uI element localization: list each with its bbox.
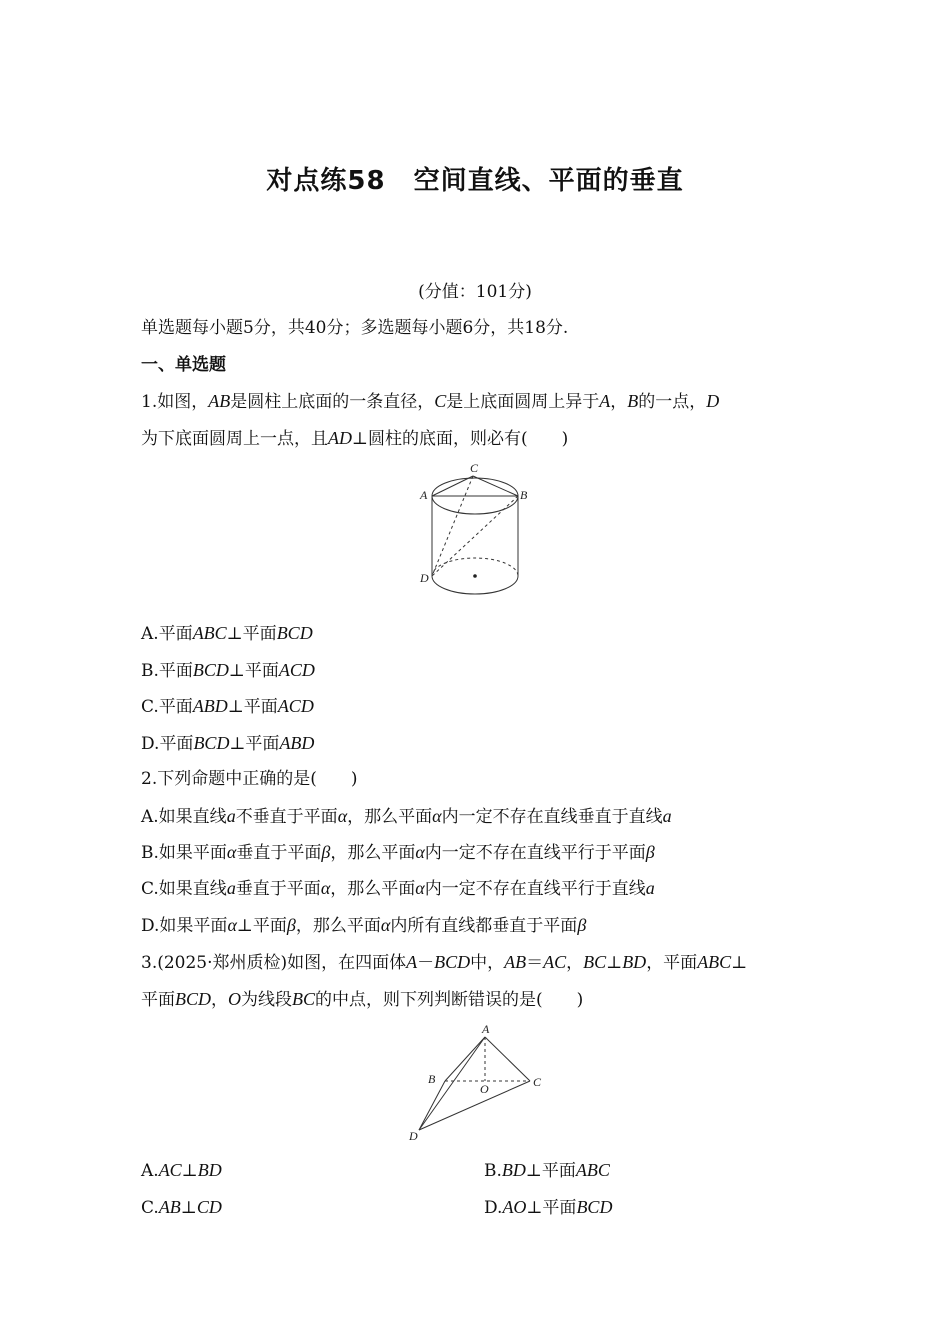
tetrahedron-figure (402, 1020, 552, 1145)
section-heading: 一、单选题 (141, 355, 226, 375)
q1-stem-line1: 1.如图，AB是圆柱上底面的一条直径，C是上底面圆周上异于A，B的一点，D (141, 391, 720, 412)
q2-option-d[interactable]: D.如果平面α⊥平面β，那么平面α内所有直线都垂直于平面β (141, 915, 587, 936)
title-part1: 对点练58 (266, 166, 386, 196)
q3-stem-line2: 平面BCD，O为线段BC的中点，则下列判断错误的是( ) (141, 989, 584, 1010)
label-A: A (420, 488, 428, 502)
q3-option-c[interactable]: C.AB⊥CD (141, 1197, 222, 1218)
q1-option-c[interactable]: C.平面ABD⊥平面ACD (141, 696, 314, 717)
q2-stem: 2.下列命题中正确的是( ) (141, 769, 358, 789)
label-B: B (428, 1072, 436, 1086)
q2-option-b[interactable]: B.如果平面α垂直于平面β，那么平面α内一定不存在直线平行于平面β (141, 842, 655, 863)
q3-option-b[interactable]: B.BD⊥平面ABC (484, 1160, 610, 1181)
label-D: D (420, 571, 429, 585)
label-C: C (533, 1075, 542, 1089)
title-part2: 空间直线、平面的垂直 (413, 166, 684, 196)
score-line: (分值：101分) (418, 282, 532, 302)
q2-option-c[interactable]: C.如果直线a垂直于平面α，那么平面α内一定不存在直线平行于直线a (141, 878, 655, 899)
q1-stem-line2: 为下底面圆周上一点，且AD⊥圆柱的底面，则必有( ) (141, 428, 569, 449)
q1-option-a[interactable]: A.平面ABC⊥平面BCD (141, 623, 313, 644)
q1-option-d[interactable]: D.平面BCD⊥平面ABD (141, 733, 315, 754)
page-title (0, 160, 950, 197)
cylinder-figure (415, 458, 528, 600)
label-B: B (520, 488, 528, 502)
label-O: O (480, 1082, 489, 1096)
label-C: C (470, 461, 479, 475)
instructions: 单选题每小题5分，共40分；多选题每小题6分，共18分. (141, 318, 569, 338)
q3-option-d[interactable]: D.AO⊥平面BCD (484, 1197, 613, 1218)
label-D: D (409, 1129, 418, 1143)
q3-stem-line1: 3.(2025·郑州质检)如图，在四面体A－BCD中，AB＝AC，BC⊥BD，平面ABC⊥ (141, 952, 748, 973)
q1-option-b[interactable]: B.平面BCD⊥平面ACD (141, 660, 315, 681)
label-A: A (482, 1022, 490, 1036)
q3-option-a[interactable]: A.AC⊥BD (141, 1160, 222, 1181)
q2-option-a[interactable]: A.如果直线a不垂直于平面α，那么平面α内一定不存在直线垂直于直线a (141, 806, 672, 827)
